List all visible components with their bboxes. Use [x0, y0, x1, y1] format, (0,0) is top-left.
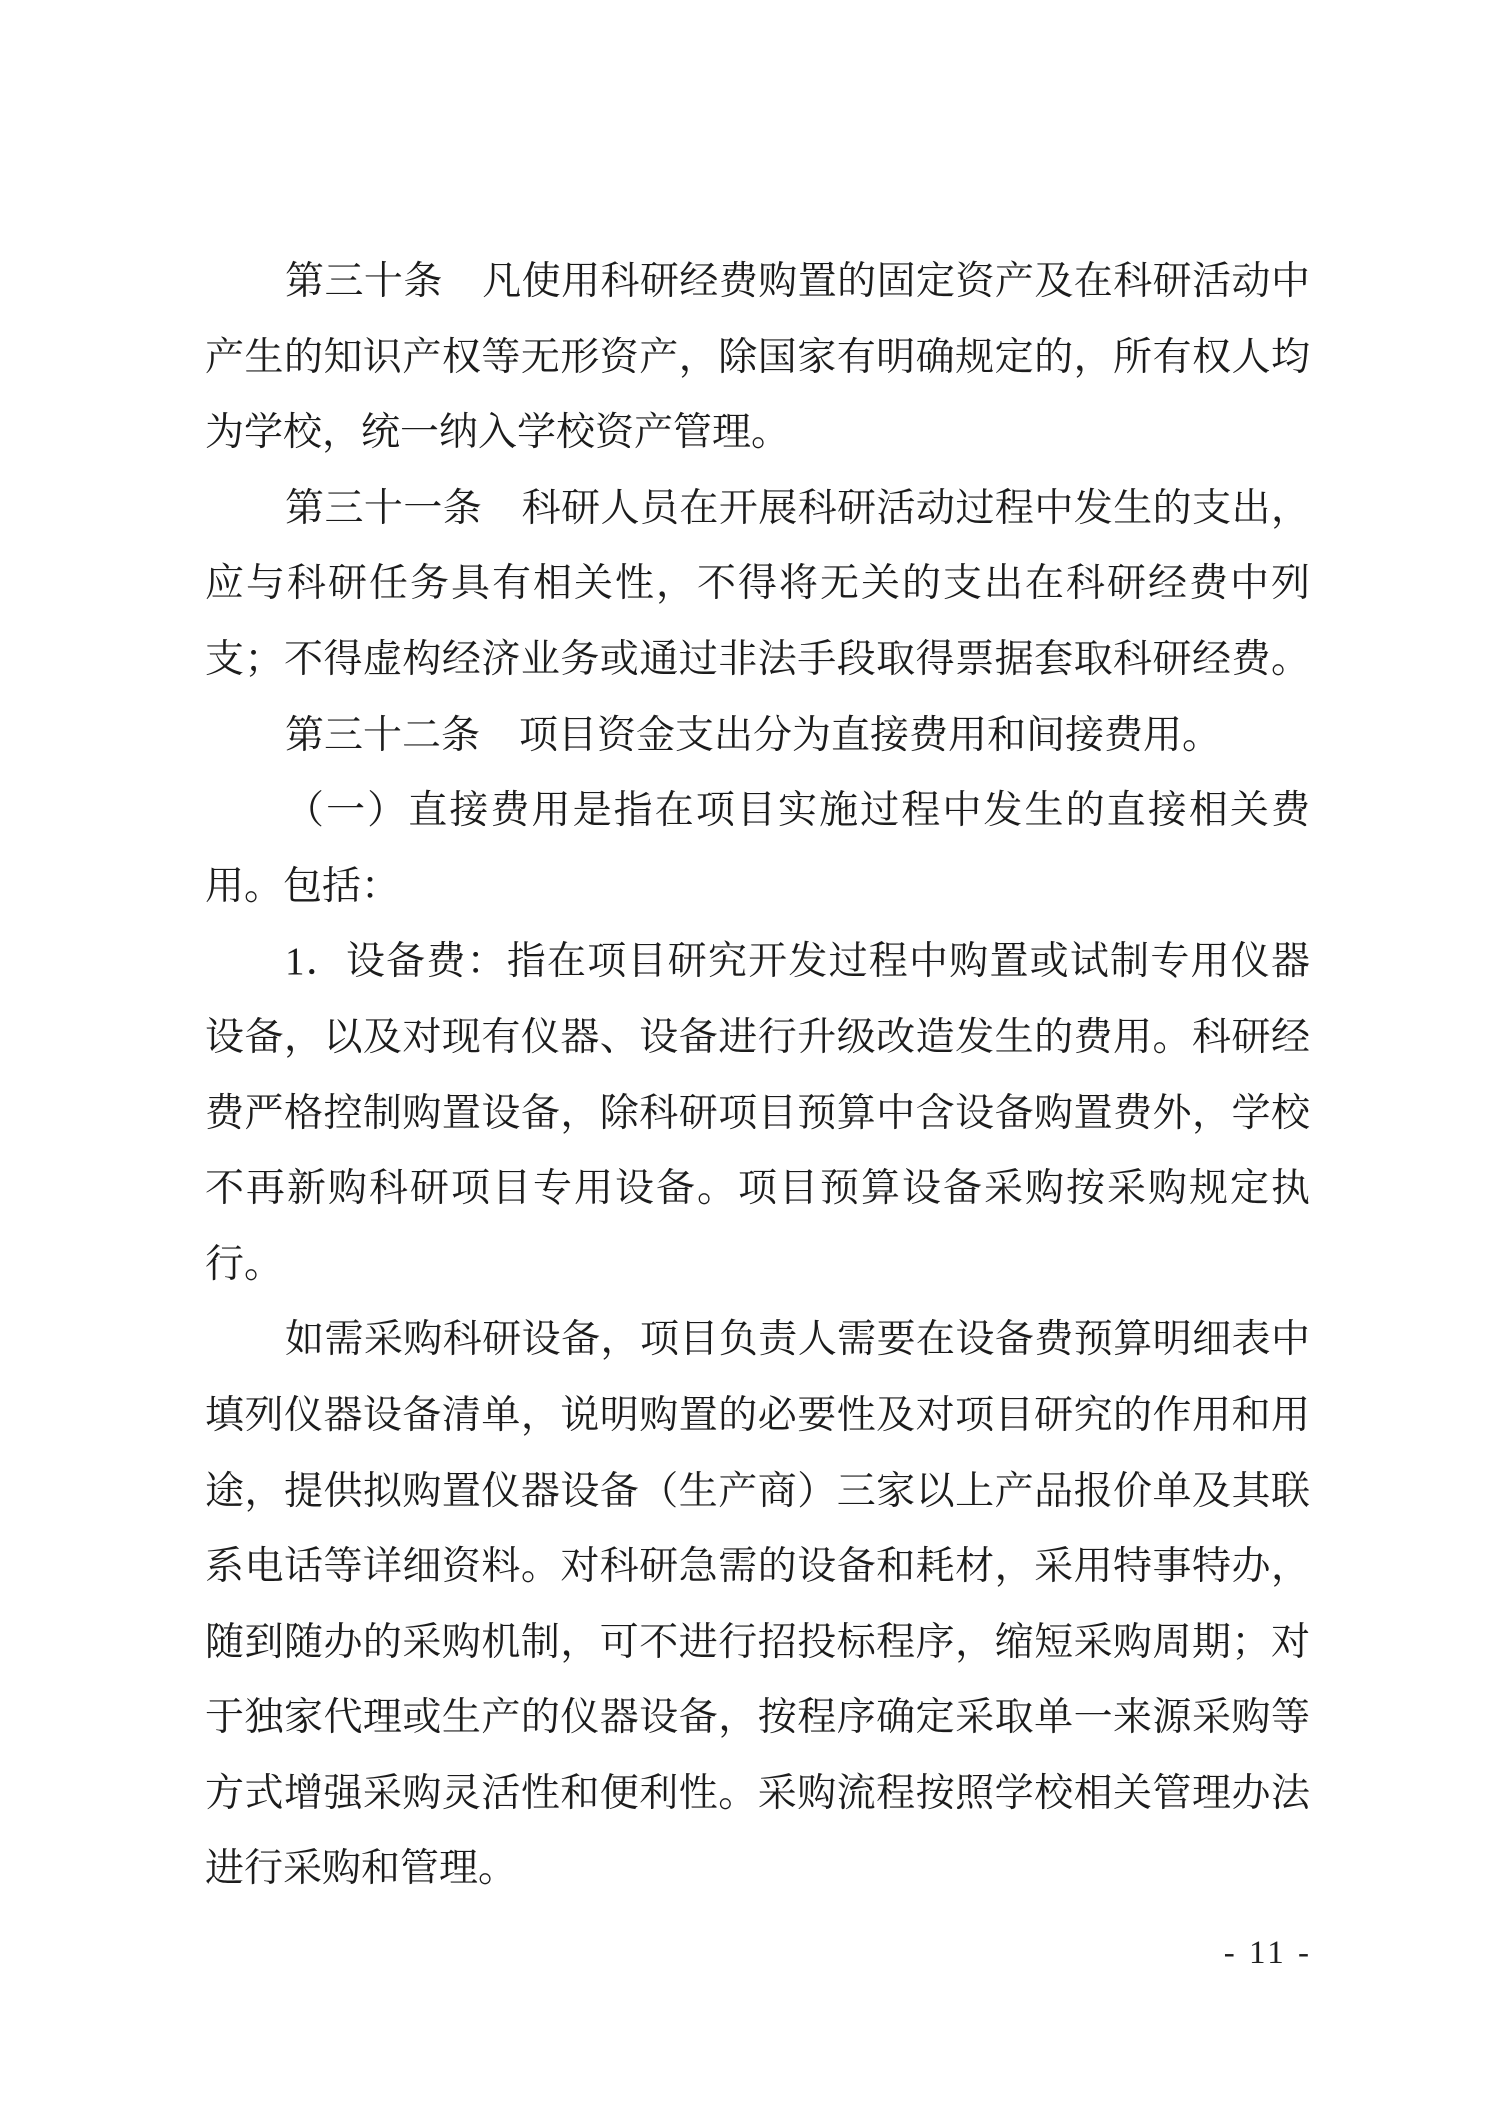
document-line: 1．设备费：指在项目研究开发过程中购置或试制专用仪器 — [285, 940, 1310, 984]
document-line: 应与科研任务具有相关性，不得将无关的支出在科研经费中列 — [205, 562, 1310, 606]
document-line: 行。 — [205, 1242, 284, 1286]
document-line: 产生的知识产权等无形资产，除国家有明确规定的，所有权人均 — [205, 335, 1310, 379]
document-line: 为学校，统一纳入学校资产管理。 — [205, 411, 791, 455]
document-line: 用。包括： — [205, 864, 401, 908]
document-line: 费严格控制购置设备，除科研项目预算中含设备购置费外，学校 — [205, 1091, 1310, 1135]
document-line: 于独家代理或生产的仪器设备，按程序确定采取单一来源采购等 — [205, 1696, 1310, 1740]
document-line: 填列仪器设备清单，说明购置的必要性及对项目研究的作用和用 — [205, 1393, 1310, 1437]
document-line: 系电话等详细资料。对科研急需的设备和耗材，采用特事特办， — [205, 1545, 1310, 1589]
document-line: 如需采购科研设备，项目负责人需要在设备费预算明细表中 — [285, 1318, 1310, 1362]
document-line: 不再新购科研项目专用设备。项目预算设备采购按采购规定执 — [205, 1167, 1310, 1211]
document-line: 第三十二条 项目资金支出分为直接费用和间接费用。 — [285, 713, 1222, 757]
document-line: 进行采购和管理。 — [205, 1847, 518, 1891]
document-line: 第三十条 凡使用科研经费购置的固定资产及在科研活动中 — [285, 260, 1310, 303]
document-line: 随到随办的采购机制，可不进行招投标程序，缩短采购周期；对 — [205, 1620, 1310, 1664]
document-line: 方式增强采购灵活性和便利性。采购流程按照学校相关管理办法 — [205, 1771, 1310, 1815]
document-line: 设备，以及对现有仪器、设备进行升级改造发生的费用。科研经 — [205, 1015, 1310, 1059]
page-number: - 11 - — [1223, 1935, 1312, 1971]
document-body — [205, 244, 1310, 1907]
document-line: 支；不得虚构经济业务或通过非法手段取得票据套取科研经费。 — [205, 637, 1310, 681]
document-line: （一）直接费用是指在项目实施过程中发生的直接相关费 — [285, 789, 1310, 833]
document-line: 途，提供拟购置仪器设备（生产商）三家以上产品报价单及其联 — [205, 1469, 1310, 1513]
document-line: 第三十一条 科研人员在开展科研活动过程中发生的支出， — [285, 486, 1310, 530]
